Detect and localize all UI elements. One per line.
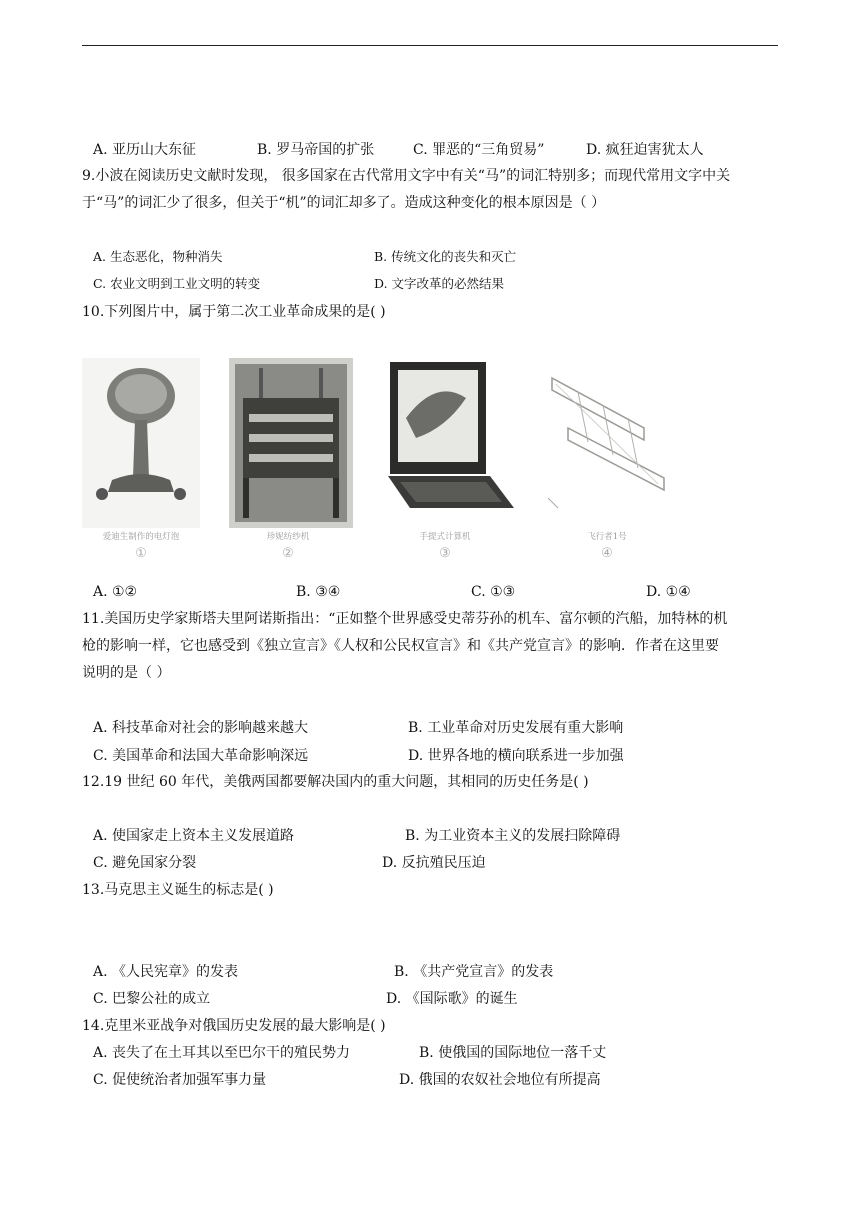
q9-option-d[interactable]: D. 文字改革的必然结果 xyxy=(374,276,505,291)
q9-option-b[interactable]: B. 传统文化的丧失和灭亡 xyxy=(374,249,517,264)
q12-stem: 12.19 世纪 60 年代，美俄两国都要解决国内的重大问题，其相同的历史任务是( ) xyxy=(82,774,589,790)
q14-option-c[interactable]: C. 促使统治者加强军事力量 xyxy=(93,1072,267,1088)
q9-option-c[interactable]: C. 农业文明到工业文明的转变 xyxy=(93,276,261,291)
q11-option-a[interactable]: A. 科技革命对社会的影响越来越大 xyxy=(93,720,309,736)
q8-option-d[interactable]: D. 疯狂迫害犹太人 xyxy=(586,142,704,158)
q12-option-a[interactable]: A. 使国家走上资本主义发展道路 xyxy=(93,828,295,844)
q10-image-2 xyxy=(229,358,347,561)
q11-option-d[interactable]: D. 世界各地的横向联系进一步加强 xyxy=(408,748,624,764)
q10-stem: 10.下列图片中，属于第二次工业革命成果的是( ) xyxy=(82,304,386,320)
q10-option-a[interactable]: A. ①② xyxy=(93,584,138,600)
q11-option-c[interactable]: C. 美国革命和法国大革命影响深远 xyxy=(93,748,309,764)
q10-image-3-caption: 手提式计算机 xyxy=(419,532,471,542)
q11-option-b[interactable]: B. 工业革命对历史发展有重大影响 xyxy=(408,720,624,736)
q13-option-b[interactable]: B. 《共产党宣言》的发表 xyxy=(394,964,554,980)
header-rule xyxy=(82,45,778,46)
q10-image-4-number: ④ xyxy=(601,546,613,561)
q11-stem-line-1: 11.美国历史学家斯塔夫里阿诺斯指出：“正如整个世界感受史蒂芬孙的机车、富尔顿的汽船，加特林的机 xyxy=(82,611,728,627)
q14-option-d[interactable]: D. 俄国的农奴社会地位有所提高 xyxy=(399,1072,601,1088)
q13-option-a[interactable]: A. 《人民宪章》的发表 xyxy=(93,964,239,980)
q14-stem: 14.克里米亚战争对俄国历史发展的最大影响是( ) xyxy=(82,1018,386,1034)
q11-stem-line-2: 枪的影响一样，它也感受到《独立宣言》《人权和公民权宣言》和《共产党宣言》的影响．作者在这里要 xyxy=(82,638,719,654)
q13-option-d[interactable]: D. 《国际歌》的诞生 xyxy=(386,991,518,1007)
q10-image-2-caption: 珍妮纺纱机 xyxy=(266,532,310,542)
q12-option-c[interactable]: C. 避免国家分裂 xyxy=(93,855,197,871)
q10-image-3-number: ③ xyxy=(439,546,451,561)
q8-option-c[interactable]: C. 罪恶的“三角贸易” xyxy=(413,142,545,158)
q10-option-b[interactable]: B. ③④ xyxy=(296,584,341,600)
q10-option-d[interactable]: D. ①④ xyxy=(646,584,691,600)
q11-stem-line-3: 说明的是（ ） xyxy=(82,665,171,681)
q14-option-a[interactable]: A. 丧失了在土耳其以至巴尔干的殖民势力 xyxy=(93,1045,351,1061)
q9-stem-line-1: 9.小波在阅读历史文献时发现， 很多国家在古代常用文字中有关“马”的词汇特别多；而现代常用文字中关 xyxy=(82,168,731,184)
q10-image-2-number: ② xyxy=(282,546,294,561)
q9-stem-line-2: 于“马”的词汇少了很多，但关于“机”的词汇却多了。造成这种变化的根本原因是（ ） xyxy=(82,195,606,211)
q10-image-1 xyxy=(82,358,200,561)
spinning-machine-photo-icon xyxy=(229,358,353,528)
q12-option-d[interactable]: D. 反抗殖民压迫 xyxy=(382,855,486,871)
laptop-photo-icon xyxy=(386,358,516,528)
q10-option-c[interactable]: C. ①③ xyxy=(471,584,516,600)
q13-option-c[interactable]: C. 巴黎公社的成立 xyxy=(93,991,211,1007)
q10-image-1-number: ① xyxy=(135,546,147,561)
q8-option-a[interactable]: A. 亚历山大东征 xyxy=(93,142,197,158)
q13-stem: 13.马克思主义诞生的标志是( ) xyxy=(82,882,274,898)
q10-image-4 xyxy=(548,358,666,561)
lamp-photo-icon xyxy=(82,358,200,528)
q10-image-1-caption: 爱迪生制作的电灯泡 xyxy=(102,532,180,542)
q12-option-b[interactable]: B. 为工业资本主义的发展扫除障碍 xyxy=(405,828,621,844)
q9-option-a[interactable]: A. 生态恶化，物种消失 xyxy=(93,249,223,264)
q8-option-b[interactable]: B. 罗马帝国的扩张 xyxy=(257,142,375,158)
q10-image-4-caption: 飞行者1号 xyxy=(587,532,627,542)
q14-option-b[interactable]: B. 使俄国的国际地位一落千丈 xyxy=(419,1045,607,1061)
airplane-photo-icon xyxy=(548,358,672,528)
q10-image-3 xyxy=(386,358,504,561)
